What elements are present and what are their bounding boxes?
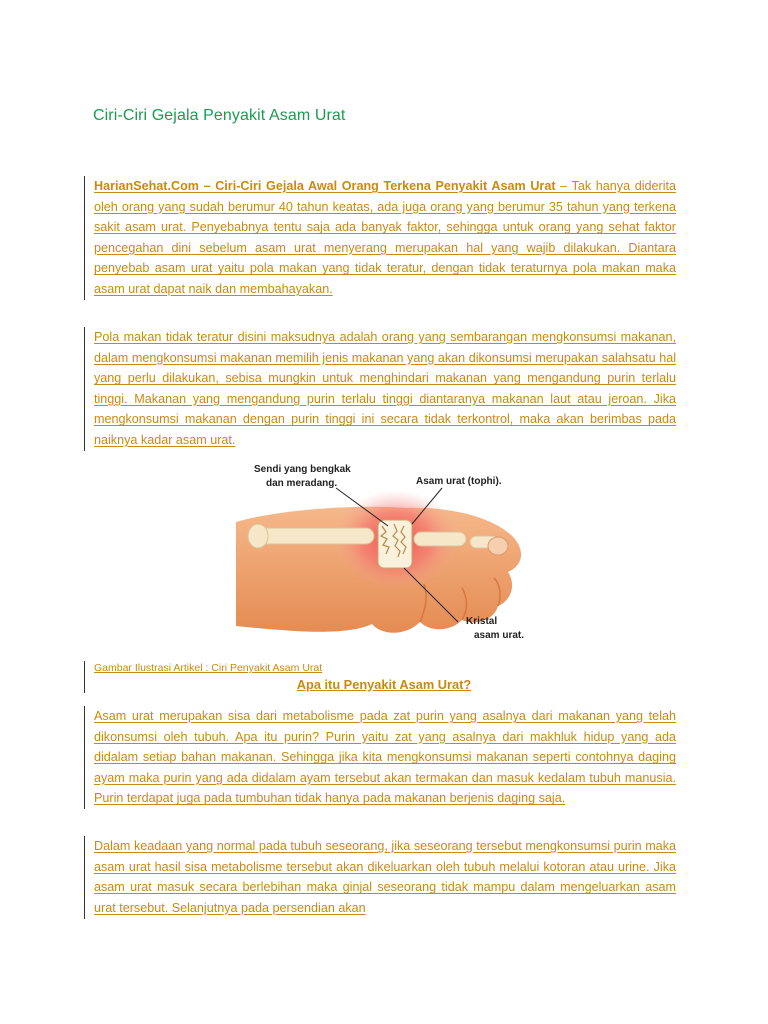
toe-bone (414, 532, 466, 546)
page-title: Ciri-Ciri Gejala Penyakit Asam Urat (93, 106, 346, 124)
crystal-deposit (378, 520, 412, 568)
paragraph-4[interactable]: Dalam keadaan yang normal pada tubuh seseorang, jika seseorang tersebut mengkonsumsi purin maka asam urat hasil sisa metabolisme tersebut akan dikeluarkan oleh tubuh melalui kotoran atau urine. Jika asam urat masuk secara berlebihan maka ginjal seseorang tidak mampu dalam mengeluarkan asam urat tersebut. Selanjutnya pada persendian akan (94, 839, 676, 915)
paragraph-3[interactable]: Asam urat merupakan sisa dari metabolisme pada zat purin yang asalnya dari makanan yang telah dikonsumsi oleh tubuh. Apa itu purin? Purin yaitu zat yang asalnya dari makhluk hidup yang ada didalam setiap bahan makanan. Sehingga jika kita mengkonsumsi makanan seperti contohnya daging ayam maka purin yang ada didalam ayam tersebut akan termakan dan masuk kedalam tubuh manusia. Purin terdapat juga pada tumbuhan tidak hanya pada makanan berjenis daging saja. (94, 709, 676, 806)
intro-paragraph-block (84, 176, 676, 300)
label-swollen-joint-line2: dan meradang. (266, 478, 338, 489)
section-subtitle[interactable]: Apa itu Penyakit Asam Urat? (296, 677, 472, 692)
figure-caption[interactable]: Gambar Ilustrasi Artikel : Ciri Penyakit Asam Urat (94, 662, 323, 674)
paragraph-block-4 (84, 836, 676, 919)
gout-illustration (236, 460, 532, 656)
intro-paragraph[interactable] (94, 176, 676, 300)
paragraph-block-2 (84, 327, 676, 451)
intro-body-text[interactable]: – Tak hanya diderita oleh orang yang sudah berumur 40 tahun keatas, ada juga orang yang berumur 35 tahun yang terkena sakit asam urat. Penyebabnya tentu saja ada banyak faktor, sehingga untuk orang yang sehat faktor pencegahan dini sebelum asam urat menyerang merupakan hal yang wajib dilakukan. Diantara penyebab asam urat yaitu pola makan yang tidak teratur, dengan tidak teraturnya pola makan maka asam urat dapat naik dan membahayakan. (94, 179, 676, 296)
label-crystal-line2: asam urat. (474, 630, 525, 641)
paragraph-2[interactable]: Pola makan tidak teratur disini maksudnya adalah orang yang sembarangan mengkonsumsi makanan, dalam mengkonsumsi makanan memilih jenis makanan yang akan dikonsumsi merupakan salahsatu hal yang perlu dilakukan, sebisa mungkin untuk menghindari makanan yang mengandung purin terlalu tinggi. Makanan yang mengandung purin terlalu tinggi diantaranya makanan laut atau jeroan. Jika mengkonsumsi makanan dengan purin tinggi ini secara tidak terkontrol, maka akan berimbas pada naiknya kadar asam urat. (94, 330, 676, 447)
label-tophi: Asam urat (tophi). (416, 476, 502, 487)
paragraph-block-3 (84, 706, 676, 809)
metatarsal-bone (256, 528, 374, 544)
label-crystal: Kristal (466, 616, 498, 627)
label-swollen-joint: Sendi yang bengkak (254, 464, 351, 475)
intro-lead-link[interactable]: HarianSehat.Com – Ciri-Ciri Gejala Awal Orang Terkena Penyakit Asam Urat (94, 179, 556, 193)
